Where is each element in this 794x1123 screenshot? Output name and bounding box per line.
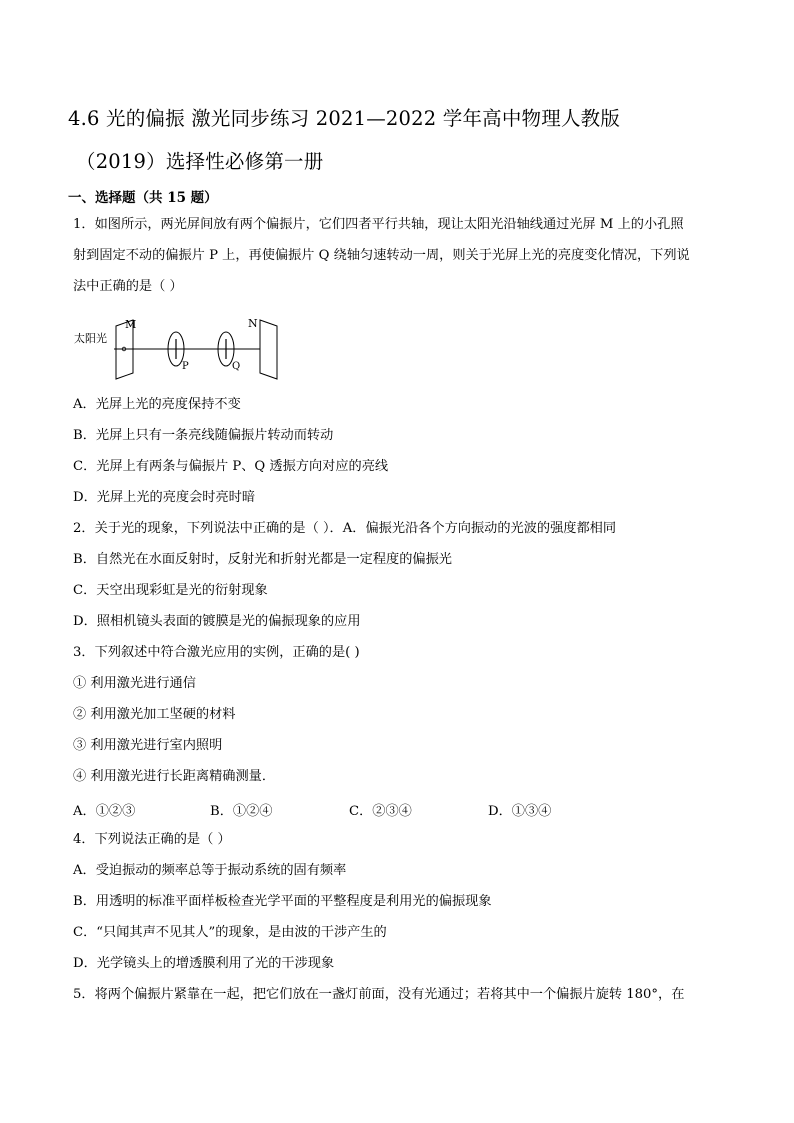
q4-option-d: D．光学镜头上的增透膜利用了光的干涉现象: [73, 956, 335, 971]
document-title-line-1: 4.6 光的偏振 激光同步练习 2021—2022 学年高中物理人教版: [68, 107, 621, 130]
q2-stem: 2．关于光的现象，下列说法中正确的是（ ）．A．偏振光沿各个方向振动的光波的强度都相同: [73, 521, 617, 536]
q1-option-a: A．光屏上光的亮度保持不变: [73, 397, 241, 412]
q1-stem-line-3: 法中正确的是（ ）: [73, 279, 183, 294]
q3-option-a: A．①②③: [73, 804, 136, 819]
q4-stem: 4．下列说法正确的是（ ）: [73, 832, 231, 847]
label-n: N: [248, 318, 258, 330]
q3-item-2: ② 利用激光加工坚硬的材料: [73, 707, 236, 722]
q2-option-c: C．天空出现彩虹是光的衍射现象: [73, 583, 268, 598]
q1-option-c: C．光屏上有两条与偏振片 P、Q 透振方向对应的亮线: [73, 459, 389, 474]
q3-stem: 3．下列叙述中符合激光应用的实例，正确的是( ): [73, 645, 360, 660]
q3-item-1: ① 利用激光进行通信: [73, 676, 196, 691]
q1-stem-line-1: 1．如图所示，两光屏间放有两个偏振片，它们四者平行共轴，现让太阳光沿轴线通过光屏 M 上的小孔照: [73, 217, 684, 232]
document-title-line-2: （2019）选择性必修第一册: [76, 150, 324, 173]
section-heading: 一、选择题（共 15 题）: [68, 190, 218, 206]
polarizer-diagram: [74, 318, 294, 380]
q3-item-3: ③ 利用激光进行室内照明: [73, 738, 223, 753]
label-m: M: [125, 318, 137, 331]
q3-options-row: [73, 800, 551, 819]
q1-option-d: D．光屏上光的亮度会时亮时暗: [73, 490, 256, 505]
sunlight-label: 太阳光: [74, 332, 107, 345]
q4-option-b: B．用透明的标准平面样板检查光学平面的平整程度是利用光的偏振现象: [73, 894, 492, 909]
q3-option-c: C．②③④: [349, 804, 412, 819]
q3-item-4: ④ 利用激光进行长距离精确测量．: [73, 769, 276, 784]
q4-option-c: C．“只闻其声不见其人”的现象，是由波的干涉产生的: [73, 925, 387, 940]
q2-option-d: D．照相机镜头表面的镀膜是光的偏振现象的应用: [73, 614, 361, 629]
label-q: Q: [232, 361, 241, 372]
q2-option-b: B．自然光在水面反射时，反射光和折射光都是一定程度的偏振光: [73, 552, 452, 567]
q1-stem-line-2: 射到固定不动的偏振片 P 上，再使偏振片 Q 绕轴匀速转动一周，则关于光屏上光的亮度变化情况，下列说: [73, 248, 690, 263]
q3-option-d: D．①③④: [488, 804, 552, 819]
q1-option-b: B．光屏上只有一条亮线随偏振片转动而转动: [73, 428, 334, 443]
q3-option-b: B．①②④: [210, 804, 273, 819]
label-p: P: [182, 361, 189, 372]
q4-option-a: A．受迫振动的频率总等于振动系统的固有频率: [73, 863, 347, 878]
screen-n: [260, 320, 277, 379]
q5-stem-line-1: 5．将两个偏振片紧靠在一起，把它们放在一盏灯前面，没有光通过；若将其中一个偏振片旋转 180°，在: [73, 987, 685, 1002]
